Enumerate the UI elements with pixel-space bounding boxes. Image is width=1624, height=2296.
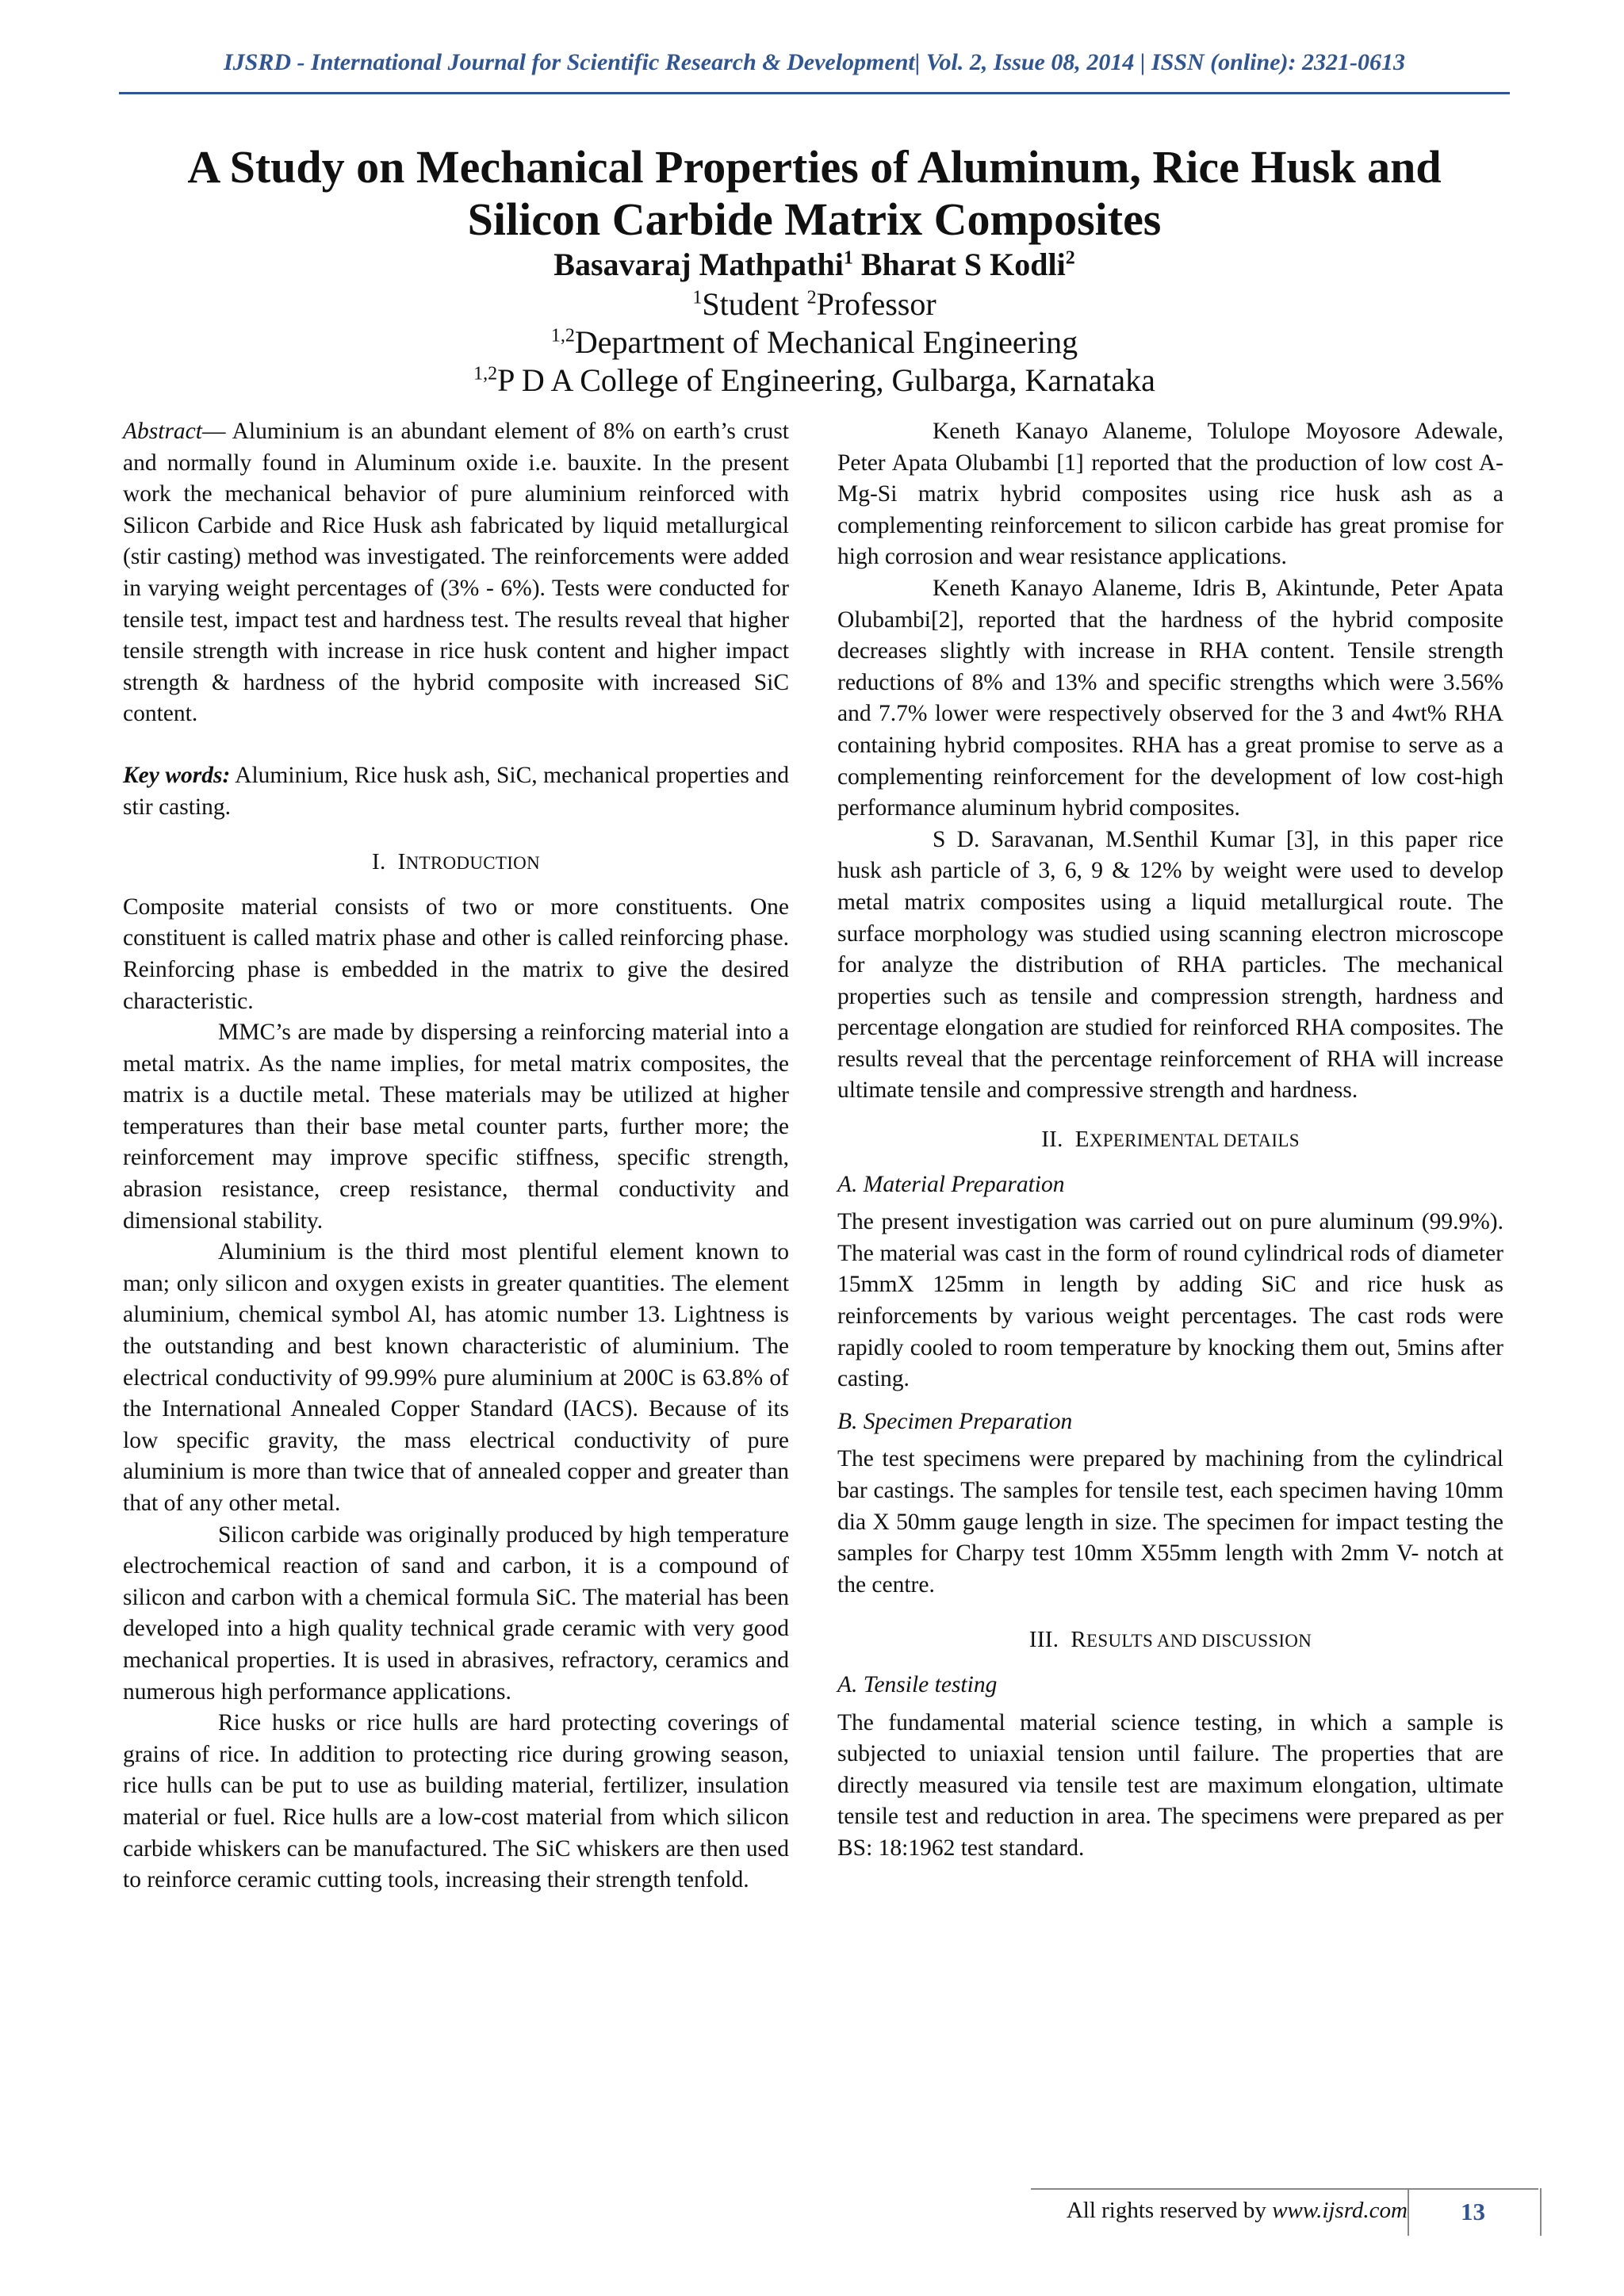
section-1-num: I. bbox=[372, 849, 386, 875]
section-1-cap: I bbox=[397, 849, 406, 875]
journal-header: IJSRD - International Journal for Scientific Research & Development| Vol. 2, Issue 08, 2014 | ISSN (online): 2321-0613 bbox=[224, 49, 1405, 75]
role-2: Professor bbox=[816, 286, 936, 322]
intro-paragraph-1: Composite material consists of two or more constituents. One constituent is called matrix phase and other is called reinforcing phase. Reinforcing phase is embedded in the matrix to give the desired characteristic. bbox=[123, 894, 789, 1014]
intro-paragraph-5: Rice husks or rice hulls are hard protecting coverings of grains of rice. In addition to protecting rice during growing season, rice hulls can be put to use as building material, fertilizer, insulation material or fuel. Rice hulls are a low-cost material from which silicon carbide whiskers can be manufactured. The SiC whiskers are then used to reinforce ceramic cutting tools, increasing their strength tenfold. bbox=[123, 1710, 789, 1893]
section-2-num: II. bbox=[1041, 1127, 1063, 1153]
abstract-label: Abstract bbox=[123, 419, 202, 444]
right-column bbox=[837, 416, 1503, 1865]
role-2-sup: 2 bbox=[806, 287, 817, 308]
intro-paragraph-3: Aluminium is the third most plentiful element known to man; only silicon and oxygen exists in greater quantities. The element aluminium, chemical symbol Al, has atomic number 13. Lightness is the outstanding and best known characteristic of aluminium. The electrical conductivity of 99.99% pure aluminium at 200C is 63.8% of the International Annealed Copper Standard (IACS). Because of its low specific gravity, the mass electrical conductivity of pure aluminium is more than twice that of annealed copper and greater than that of any other metal. bbox=[123, 1239, 789, 1516]
section-2-heading bbox=[837, 1124, 1503, 1157]
section-3-heading bbox=[837, 1624, 1503, 1657]
intro-paragraph-4: Silicon carbide was originally produced by high temperature electrochemical reaction of sand and carbon, it is a compound of silicon and carbon with a chemical formula SiC. The material has been developed into a high quality technical grade ceramic with very good mechanical properties. It is used in abrasives, refractory, ceramics and numerous high performance applications. bbox=[123, 1521, 789, 1705]
section-3-cap: R bbox=[1071, 1627, 1087, 1653]
keywords bbox=[123, 760, 789, 823]
author-roles bbox=[119, 285, 1510, 323]
paper-title: A Study on Mechanical Properties of Aluminum, Rice Husk and Silicon Carbide Matrix Composites bbox=[187, 141, 1442, 245]
role-1-sup: 1 bbox=[692, 287, 703, 308]
section-1-heading bbox=[123, 847, 789, 879]
author-2-sup: 2 bbox=[1065, 247, 1075, 269]
footer-rights bbox=[1035, 2198, 1408, 2224]
intro-paragraph-8: S D. Saravanan, M.Senthil Kumar [3], in this paper rice husk ash particle of 3, 6, 9 & 12% by weight were used to develop metal matrix composites using a liquid metallurgical route. The surface morphology was studied using scanning electron microscope for analyze the distribution of RHA particles. The mechanical properties such as tensile and compression strength, hardness and percentage elongation are studied for reinforced RHA composites. The results reveal that the percentage reinforcement of RHA will increase ultimate tensile and compressive strength and hardness. bbox=[837, 826, 1503, 1104]
tensile-testing-text: The fundamental material science testing, in which a sample is subjected to uniaxial tension until failure. The properties that are directly measured via tensile test are maximum elongation, ultimate tensile test and reduction in area. The specimens were prepared as per BS: 18:1962 test standard. bbox=[837, 1709, 1503, 1861]
section-3-num: III. bbox=[1028, 1627, 1059, 1653]
intro-paragraph-2: MMC’s are made by dispersing a reinforcing material into a metal matrix. As the name implies, for metal matrix composites, the matrix is a ductile metal. These materials may be utilized at higher temperatures than their base metal counter parts, further more; the reinforcement may improve specific stiffness, specific strength, abrasion resistance, creep resistance, thermal conductivity and dimensional stability. bbox=[123, 1020, 789, 1234]
section-1-rest: NTRODUCTION bbox=[405, 853, 540, 874]
subsection-tensile-testing: A. Tensile testing bbox=[837, 1671, 998, 1697]
college-text: P D A College of Engineering, Gulbarga, Karnataka bbox=[497, 362, 1155, 398]
department bbox=[119, 323, 1510, 361]
college-sup: 1,2 bbox=[473, 363, 498, 385]
page-number: 13 bbox=[1461, 2198, 1485, 2225]
keywords-label: Key words: bbox=[123, 762, 231, 788]
dept-text: Department of Mechanical Engineering bbox=[574, 324, 1078, 360]
author-1-sup: 1 bbox=[843, 247, 853, 269]
section-2-cap: E bbox=[1074, 1127, 1090, 1153]
author-2: Bharat S Kodli bbox=[860, 247, 1066, 282]
abstract-text: — Aluminium is an abundant element of 8% on earth’s crust and normally found in Aluminum oxide i.e. bauxite. In the present work the mechanical behavior of pure aluminium reinforced with Silicon Carbide and Rice Husk ash fabricated by liquid metallurgical (stir casting) method was investigated. The reinforcements were added in varying weight percentages of (3% - 6%). Tests were conducted for tensile test, impact test and hardness test. The results reveal that higher tensile strength with increase in rice husk content and higher impact strength & hardness of the hybrid composite with increased SiC content. bbox=[123, 419, 789, 727]
dept-sup: 1,2 bbox=[550, 325, 575, 346]
college bbox=[119, 362, 1510, 399]
section-3-rest: ESULTS AND DISCUSSION bbox=[1086, 1631, 1312, 1651]
footer-site-link[interactable]: www.ijsrd.com bbox=[1272, 2198, 1408, 2223]
footer-rights-text: All rights reserved by bbox=[1066, 2198, 1273, 2223]
subsection-specimen-preparation: B. Specimen Preparation bbox=[837, 1408, 1073, 1434]
abstract bbox=[123, 416, 789, 730]
header-divider bbox=[119, 92, 1510, 94]
authors bbox=[119, 246, 1510, 283]
section-2-rest: XPERIMENTAL DETAILS bbox=[1089, 1131, 1300, 1151]
left-column bbox=[123, 416, 789, 1896]
subsection-material-preparation: A. Material Preparation bbox=[837, 1171, 1065, 1197]
material-preparation-text: The present investigation was carried out on pure aluminum (99.9%). The material was cast in the form of round cylindrical rods of diameter 15mmX 125mm in length by adding SiC and rice husk as reinforcements by various weight percentages. The cast rods were rapidly cooled to room temperature by knocking them out, 5mins after casting. bbox=[837, 1209, 1503, 1392]
author-1: Basavaraj Mathpathi bbox=[553, 247, 844, 282]
intro-paragraph-7: Keneth Kanayo Alaneme, Idris B, Akintunde, Peter Apata Olubambi[2], reported that the hardness of the hybrid composite decreases slightly with increase in RHA content. Tensile strength reductions of 8% and 13% and specific strengths which were 3.56% and 7.7% lower were respectively observed for the 3 and 4wt% RHA containing hybrid composites. RHA has a great promise to serve as a complementing reinforcement for the development of low cost-high performance aluminum hybrid composites. bbox=[837, 575, 1503, 821]
specimen-preparation-text: The test specimens were prepared by machining from the cylindrical bar castings. The samples for tensile test, each specimen having 10mm dia X 50mm gauge length in size. The specimen for impact testing the samples for Charpy test 10mm X55mm length with 2mm V- notch at the centre. bbox=[837, 1446, 1503, 1598]
role-1: Student bbox=[702, 286, 807, 322]
intro-paragraph-6: Keneth Kanayo Alaneme, Tolulope Moyosore Adewale, Peter Apata Olubambi [1] reported that the production of low cost A-Mg-Si matrix hybrid composites using rice husk ash as a complementing reinforcement to silicon carbide has great promise for high corrosion and wear resistance applications. bbox=[837, 419, 1503, 570]
keywords-text: Aluminium, Rice husk ash, SiC, mechanical properties and stir casting. bbox=[123, 762, 789, 820]
